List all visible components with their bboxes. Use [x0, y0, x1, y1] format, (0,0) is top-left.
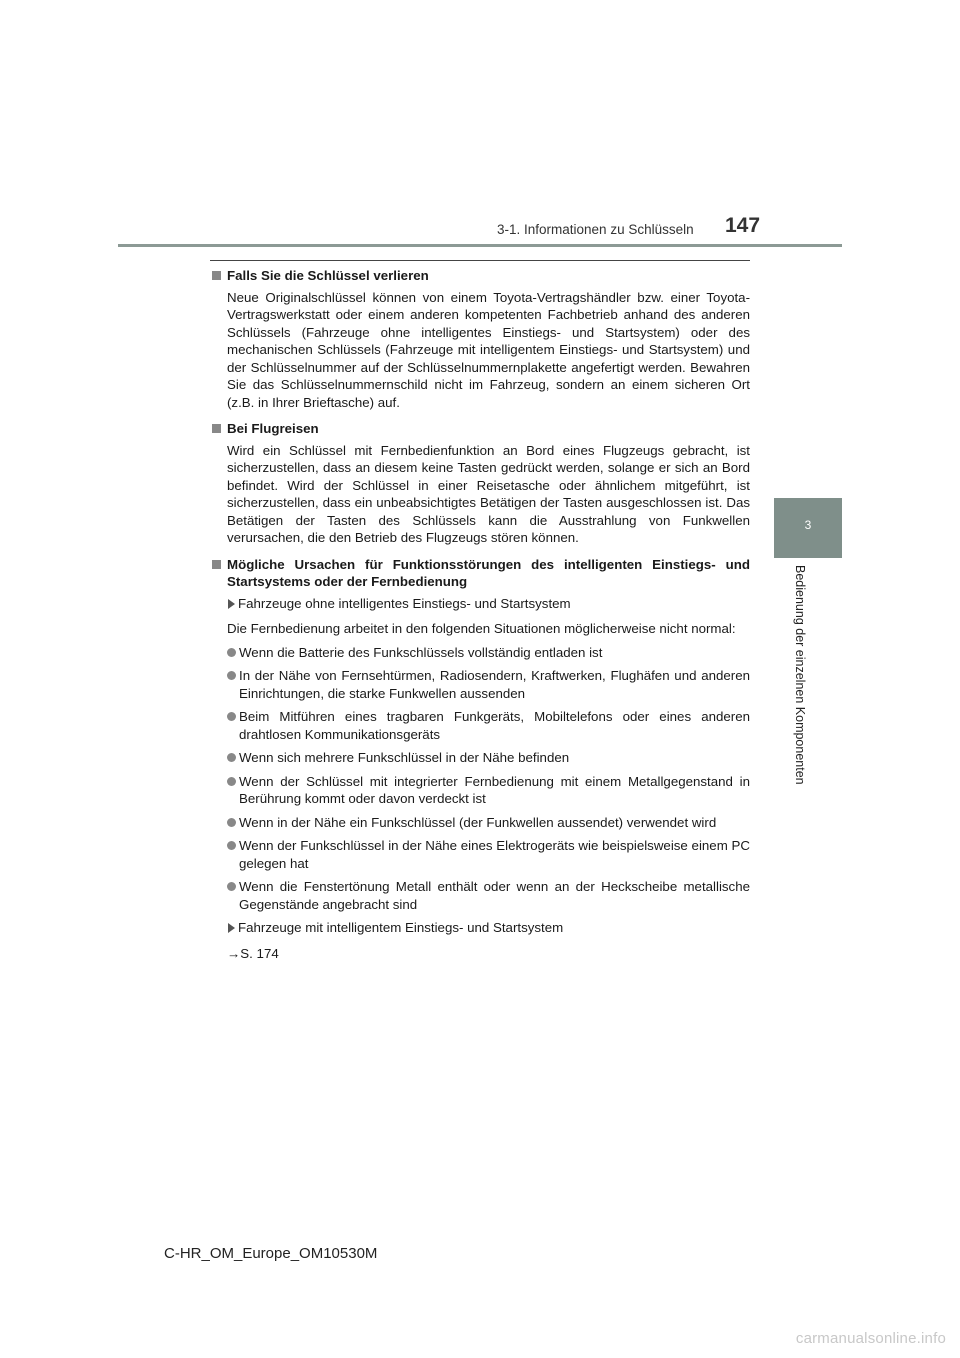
list-item-text: Wenn die Batterie des Funkschlüssels vollständig entladen ist	[239, 644, 603, 660]
list-item-text: Wenn der Funkschlüssel in der Nähe eines Elektrogeräts wie beispielsweise einem PC gelegen hat	[239, 838, 750, 871]
chapter-title: Bedienung der einzelnen Komponenten	[793, 565, 807, 785]
list-item	[227, 878, 750, 913]
list-item-text: Wenn sich mehrere Funkschlüssel in der Nähe befinden	[239, 750, 570, 765]
page-number: 147	[725, 214, 761, 237]
paragraph: Neue Originalschlüssel können von einem Toyota-Vertragshändler bzw. einer Toyota-Vertragswerkstatt oder einem anderen kompetenten Fachbetrieb anhand des anderen Schlüssels (Fahrzeuge ohne intelligentes Einstiegs- und Startsystem) oder des mechanischen Schlüssels (Fahrzeuge mit intelligentem Einstiegs- und Startsystem) und der Schlüsselnummer auf der Schlüsselnummernplakette angefertigt werden. Bewahren Sie das Schlüsselnummernschild nicht im Fahrzeug, sondern an einem sicheren Ort (z.B. in Ihrer Brieftasche) auf.	[227, 289, 750, 410]
page-content	[210, 267, 750, 971]
page-reference-link[interactable]: →S. 174	[227, 945, 279, 961]
vehicle-variant-label	[227, 595, 750, 613]
heading-text: Mögliche Ursachen für Funktionsstörungen des intelligenten Einstiegs- und Startsystems oder der Fernbedienung	[227, 556, 750, 589]
paragraph: Wird ein Schlüssel mit Fernbedienfunktion an Bord eines Flugzeugs gebracht, ist sicherzustellen, dass an diesem keine Tasten gedrückt werden, solange er sich an Bord befindet. Wird der Schlüssel in einer Reisetasche oder ähnlichem mitgeführt, ist sicherzustellen, dass ein unbeabsichtigtes Betätigen der Tasten ausgeschlossen ist. Das Betätigen der Tasten des Schlüssels kann die Ausstrahlung von Funkwellen verursachen, die den Betrieb des Flugzeugs stören können.	[227, 442, 750, 545]
section-title: 3-1. Informationen zu Schlüsseln	[497, 222, 694, 237]
intro-text: Die Fernbedienung arbeitet in den folgenden Situationen möglicherweise nicht normal:	[227, 621, 736, 636]
chapter-number: 3	[804, 518, 812, 532]
section-lost-keys	[210, 267, 750, 411]
list-item-text: Wenn die Fenstertönung Metall enthält oder wenn an der Heckscheibe metallische Gegenstände angebracht sind	[239, 879, 750, 912]
circle-bullet-icon	[227, 712, 236, 721]
watermark: carmanualsonline.info	[795, 1330, 946, 1347]
circle-bullet-icon	[227, 777, 236, 786]
list-item-text: In der Nähe von Fernsehtürmen, Radiosendern, Kraftwerken, Flughäfen und anderen Einrichtungen, die starke Funkwellen aussenden	[239, 668, 750, 701]
header-divider	[118, 244, 842, 247]
list-item	[227, 708, 750, 743]
list-item	[227, 667, 750, 702]
list-item	[227, 837, 750, 872]
variant-text: Fahrzeuge ohne intelligentes Einstiegs- und Startsystem	[238, 595, 571, 611]
square-bullet-icon	[212, 424, 221, 433]
heading-text: Bei Flugreisen	[227, 421, 319, 436]
triangle-marker-icon	[228, 923, 235, 933]
list-item	[227, 749, 750, 767]
circle-bullet-icon	[227, 818, 236, 827]
vehicle-variant-label	[227, 919, 750, 937]
content-divider	[210, 260, 750, 261]
heading-text: Falls Sie die Schlüssel verlieren	[227, 268, 429, 283]
circle-bullet-icon	[227, 648, 236, 657]
square-bullet-icon	[212, 271, 221, 280]
list-item-text: Wenn in der Nähe ein Funkschlüssel (der Funkwellen aussendet) verwendet wird	[239, 814, 717, 830]
list-item	[227, 644, 750, 662]
circle-bullet-icon	[227, 753, 236, 762]
triangle-marker-icon	[228, 599, 235, 609]
circle-bullet-icon	[227, 882, 236, 891]
circle-bullet-icon	[227, 841, 236, 850]
section-heading	[210, 556, 750, 591]
list-item-text: Beim Mitführen eines tragbaren Funkgeräts, Mobiltelefons oder eines anderen drahtlosen Kommunikationsgeräts	[239, 709, 750, 742]
cause-list	[210, 644, 750, 914]
list-item	[227, 814, 750, 832]
section-flights	[210, 420, 750, 547]
section-heading	[210, 267, 750, 285]
list-item	[227, 773, 750, 808]
list-item-text: Wenn der Schlüssel mit integrierter Fernbedienung mit einem Metallgegenstand in Berührung kommt oder davon verdeckt ist	[239, 773, 750, 806]
document-id: C-HR_OM_Europe_OM10530M	[164, 1245, 378, 1262]
circle-bullet-icon	[227, 671, 236, 680]
chapter-tab[interactable]	[774, 498, 842, 558]
section-malfunctions	[210, 556, 750, 963]
variant-text: Fahrzeuge mit intelligentem Einstiegs- und Startsystem	[238, 920, 564, 935]
section-heading	[210, 420, 750, 438]
square-bullet-icon	[212, 560, 221, 569]
